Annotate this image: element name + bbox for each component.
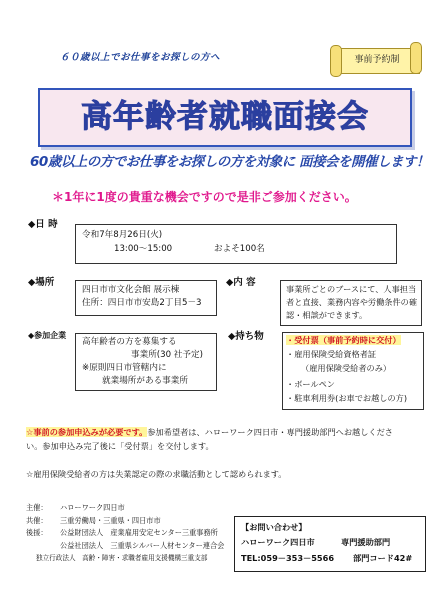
organizer-row bbox=[26, 540, 236, 553]
belonging-item-2-note: （雇用保険受給者のみ） bbox=[301, 363, 392, 373]
belonging-item-3: ・ボールペン bbox=[286, 379, 335, 389]
organizer-list bbox=[26, 502, 236, 565]
companies-line-3: ※原則四日市管轄内に bbox=[82, 363, 167, 373]
organizer-role: 後援： bbox=[26, 528, 48, 537]
venue-name: 四日市市文化会館 展示棟 bbox=[82, 285, 180, 295]
organizer-name: 公益社団法人 三重県シルバー人材センター連合会 bbox=[60, 540, 225, 550]
belonging-item-4: ・駐車利用券(お車でお越しの方) bbox=[286, 393, 408, 403]
venue-label: ◆場所 bbox=[28, 277, 55, 288]
companies-line-2: 事業所(30 社予定) bbox=[131, 350, 203, 360]
organizer-name: ハローワーク四日市 bbox=[60, 503, 125, 512]
contact-dept: 専門援助部門 bbox=[341, 537, 391, 547]
organizer-role: 共催： bbox=[26, 515, 48, 525]
belongings-box bbox=[282, 332, 424, 410]
datetime-label: ◆日 時 bbox=[28, 219, 58, 230]
note-line-2: い。参加申込み完了後に「受付票」を交付します。 bbox=[26, 441, 214, 451]
datetime-box bbox=[75, 224, 397, 264]
venue-box bbox=[75, 280, 217, 316]
tagline: ６０歳以上でお仕事をお探しの方へ bbox=[60, 52, 221, 63]
event-date: 令和7年8月26日(火) bbox=[82, 230, 163, 240]
contact-office: ハローワーク四日市 bbox=[241, 537, 315, 547]
organizer-row bbox=[26, 515, 236, 528]
note-line-1 bbox=[26, 426, 393, 439]
organizer-role: 主催： bbox=[26, 503, 48, 512]
belonging-item-1 bbox=[286, 334, 401, 348]
ticket-highlight: ・受付票（事前予約時に交付） bbox=[286, 335, 401, 345]
notice: ＊1年に1度の貴重な機会ですので是非ご参加ください。 bbox=[52, 190, 357, 204]
organizer-row bbox=[26, 527, 236, 540]
companies-line-4: 就業場所がある事業所 bbox=[102, 376, 188, 386]
content-line-3: 認・相談ができます。 bbox=[286, 310, 368, 320]
title-banner bbox=[38, 88, 412, 147]
application-required: ☆事前の参加申込みが必要です。 bbox=[26, 427, 148, 437]
organizer-name: 三重労働局・三重県・四日市市 bbox=[60, 515, 161, 525]
contact-tel: TEL:059－353－5566 bbox=[241, 553, 335, 563]
companies-line-1: 高年齢者の方を募集する bbox=[82, 337, 177, 347]
content-box bbox=[280, 280, 422, 326]
reservation-badge bbox=[330, 42, 422, 76]
contact-heading: 【お問い合わせ】 bbox=[241, 522, 307, 532]
organizer-name: 公益財団法人 産業雇用安定センター三重事務所 bbox=[60, 528, 218, 537]
companies-label: ◆参加企業 bbox=[28, 331, 67, 340]
organizer-row bbox=[26, 502, 236, 515]
note-line-1-rest: 参加希望者は、ハローワーク四日市・専門援助部門へお越しくださ bbox=[147, 427, 393, 437]
subtitle: 60歳以上の方でお仕事をお探しの方を対象に 面接会を開催します！ bbox=[30, 154, 429, 170]
badge-label: 事前予約制 bbox=[354, 55, 400, 65]
note-line-3: ☆雇用保険受給者の方は失業認定の際の求職活動として認められます。 bbox=[26, 469, 287, 479]
content-line-2: 者と直接、業務内容や労働条件の確 bbox=[286, 297, 418, 307]
content-line-1: 事業所ごとのブースにて、人事担当 bbox=[286, 284, 417, 294]
page-title: 高年齢者就職面接会 bbox=[81, 99, 369, 135]
content-label: ◆内 容 bbox=[226, 277, 256, 288]
belongings-label: ◆持ち物 bbox=[228, 331, 264, 342]
organizer-row bbox=[26, 552, 236, 565]
companies-box bbox=[75, 333, 217, 391]
event-time: 13:00～15:00 bbox=[114, 244, 173, 254]
venue-address: 住所：四日市市安島2丁目5－3 bbox=[82, 298, 202, 308]
event-capacity: およそ100名 bbox=[214, 244, 265, 254]
belonging-item-2: ・雇用保険受給資格者証 bbox=[286, 349, 377, 359]
organizer-name: 独立行政法人 高齢・障害・求職者雇用支援機構三重支部 bbox=[36, 554, 208, 562]
contact-box bbox=[234, 516, 426, 572]
contact-code: 部門コード42# bbox=[353, 553, 413, 563]
